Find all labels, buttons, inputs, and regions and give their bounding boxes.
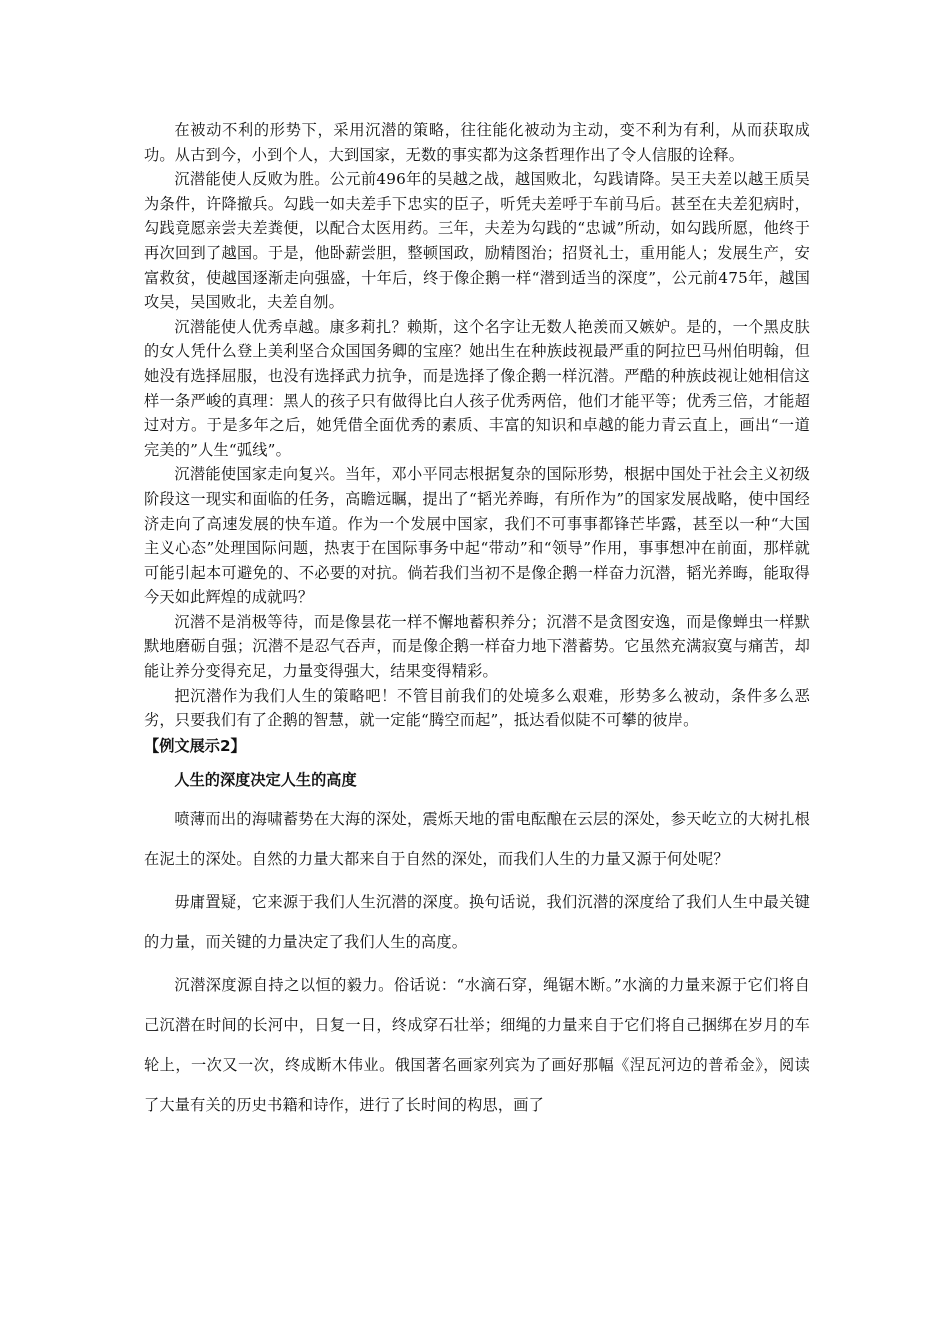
essay-paragraph: 沉潜深度源自持之以恒的毅力。俗话说：“水滴石穿，绳锯木断。”水滴的力量来源于它们将自己沉潜在时间的长河中，日复一日，终成穿石壮举；细绳的力量来自于它们将自己捆绑在岁月的车轮上，一次又一次，终成断木伟业。俄国著名画家列宾为了画好那幅《涅瓦河边的普希金》，阅读了大量有关的历史书籍和诗作，进行了长时间的构思，画了 <box>144 975 810 1114</box>
document-page <box>144 118 810 1128</box>
body-paragraph: 在被动不利的形势下，采用沉潜的策略，往往能化被动为主动，变不利为有利，从而获取成功。从古到今，小到个人，大到国家，无数的事实都为这条哲理作出了令人信服的诠释。 <box>144 121 810 164</box>
body-paragraph: 沉潜能使人优秀卓越。康多莉扎？赖斯，这个名字让无数人艳羡而又嫉妒。是的，一个黑皮肤的女人凭什么登上美利坚合众国国务卿的宝座？她出生在种族歧视最严重的阿拉巴马州伯明翰，但她没有选择屈服，也没有选择武力抗争，而是选择了像企鹅一样沉潜。严酷的种族歧视让她相信这样一条严峻的真理：黑人的孩子只有做得比白人孩子优秀两倍，他们才能平等；优秀三倍，才能超过对方。于是多年之后，她凭借全面优秀的素质、丰富的知识和卓越的能力青云直上，画出“一道完美的”人生“弧线”。 <box>144 317 810 459</box>
essay-title: 人生的深度决定人生的高度 <box>174 770 357 789</box>
body-paragraph: 沉潜不是消极等待，而是像昙花一样不懈地蓄积养分；沉潜不是贪图安逸，而是像蝉虫一样默默地磨砺自强；沉潜不是忍气吞声，而是像企鹅一样奋力地下潜蓄势。它虽然充满寂寞与痛苦，却能让养分变得充足，力量变得强大，结果变得精彩。 <box>144 612 810 681</box>
essay-paragraph: 喷薄而出的海啸蓄势在大海的深处，震烁天地的雷电酝酿在云层的深处，参天屹立的大树扎根在泥土的深处。自然的力量大都来自于自然的深处，而我们人生的力量又源于何处呢？ <box>144 809 810 868</box>
section-label: 【例文展示2】 <box>144 736 246 755</box>
body-paragraph: 沉潜能使人反败为胜。公元前496年的吴越之战，越国败北，勾践请降。吴王夫差以越王质吴为条件，许降撤兵。勾践一如夫差手下忠实的臣子，听凭夫差呼于车前马后。甚至在夫差犯病时，勾践竟愿亲尝夫差粪便，以配合太医用药。三年，夫差为勾践的“忠诚”所动，如勾践所愿，他终于再次回到了越国。于是，他卧薪尝胆，整顿国政，励精图治；招贤礼士，重用能人；发展生产，安富救贫，使越国逐渐走向强盛，十年后，终于像企鹅一样“潜到适当的深度”，公元前475年，越国攻吴，吴国败北，夫差自刎。 <box>144 170 810 312</box>
body-paragraph: 沉潜能使国家走向复兴。当年，邓小平同志根据复杂的国际形势，根据中国处于社会主义初级阶段这一现实和面临的任务，高瞻远瞩，提出了“韬光养晦，有所作为”的国家发展战略，使中国经济走向了高速发展的快车道。作为一个发展中国家，我们不可事事都锋芒毕露，甚至以一种“大国主义心态”处理国际问题，热衷于在国际事务中起“带动”和“领导”作用，事事想冲在前面，那样就可能引起本可避免的、不必要的对抗。倘若我们当初不是像企鹅一样奋力沉潜，韬光养晦，能取得今天如此辉煌的成就吗？ <box>144 465 810 607</box>
essay-paragraph: 毋庸置疑，它来源于我们人生沉潜的深度。换句话说，我们沉潜的深度给了我们人生中最关键的力量，而关键的力量决定了我们人生的高度。 <box>144 892 810 951</box>
body-paragraph: 把沉潜作为我们人生的策略吧！不管目前我们的处境多么艰难，形势多么被动，条件多么恶劣，只要我们有了企鹅的智慧，就一定能“腾空而起”，抵达看似陡不可攀的彼岸。 <box>144 686 810 730</box>
